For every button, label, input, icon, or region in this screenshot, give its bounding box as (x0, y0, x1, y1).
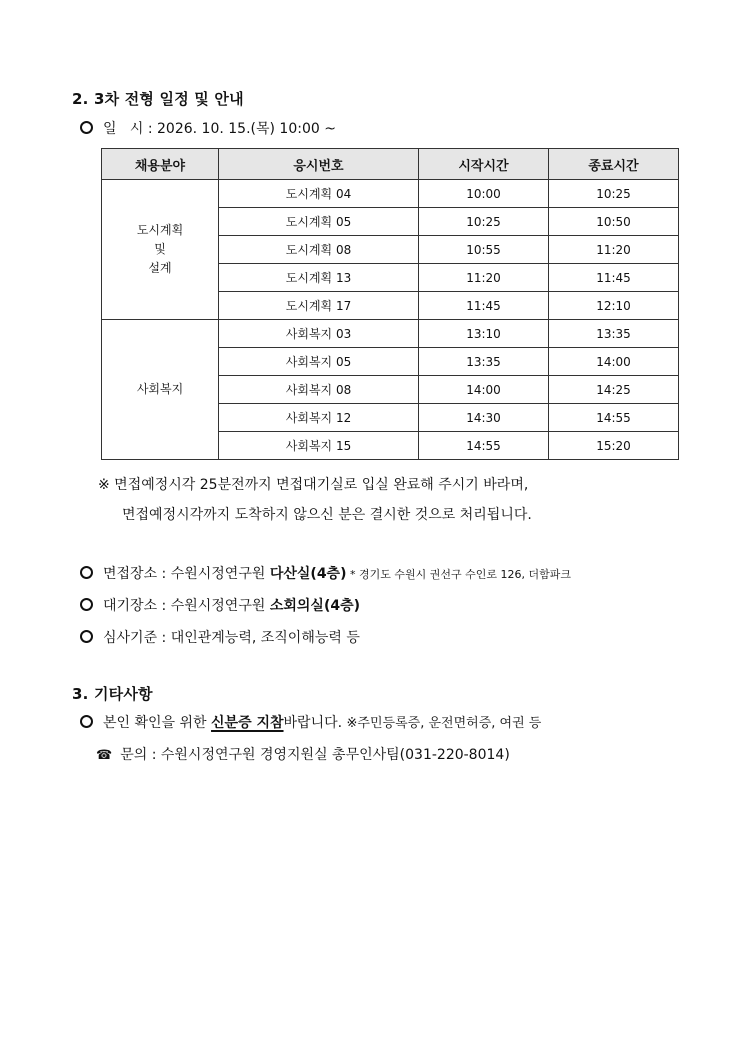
waiting-room: 소회의실(4층) (269, 598, 361, 614)
end-time-cell: 10:25 (549, 180, 679, 208)
start-time-cell: 10:25 (419, 208, 549, 236)
start-time-cell: 11:45 (419, 292, 549, 320)
start-time-cell: 13:10 (419, 320, 549, 348)
end-time-cell: 13:35 (549, 320, 679, 348)
criteria-text: 심사기준 : 대인관계능력, 조직이해능력 등 (103, 630, 360, 646)
note-line-2: 면접예정시각까지 도착하지 않으신 분은 결시한 것으로 처리됩니다. (122, 507, 532, 523)
applicant-number-cell: 도시계획 05 (219, 208, 419, 236)
end-time-cell: 10:50 (549, 208, 679, 236)
end-time-cell: 11:20 (549, 236, 679, 264)
venue-address: * 경기도 수원시 권선구 수인로 126, 더함파크 (346, 568, 571, 581)
venue-line (80, 563, 571, 583)
id-suffix: 바랍니다. (283, 715, 347, 731)
header-field: 채용분야 (102, 149, 219, 180)
section-3-heading: 3. 기타사항 (72, 685, 153, 703)
applicant-number-cell: 도시계획 04 (219, 180, 419, 208)
end-time-cell: 14:55 (549, 404, 679, 432)
start-time-cell: 14:55 (419, 432, 549, 460)
applicant-number-cell: 사회복지 03 (219, 320, 419, 348)
end-time-cell: 15:20 (549, 432, 679, 460)
start-time-cell: 14:30 (419, 404, 549, 432)
end-time-cell: 14:25 (549, 376, 679, 404)
header-end-time: 종료시간 (549, 149, 679, 180)
id-prefix: 본인 확인을 위한 (103, 715, 212, 731)
venue-label: 면접장소 : 수원시정연구원 (103, 566, 270, 582)
table-header-row (102, 149, 679, 180)
circle-bullet-icon (80, 121, 93, 134)
section-2-heading: 2. 3차 전형 일정 및 안내 (72, 90, 244, 108)
field-cell (102, 320, 219, 460)
note-line-1: ※ 면접예정시각 25분전까지 면접대기실로 입실 완료해 주시기 바라며, (98, 477, 529, 493)
field-label-line: 사회복지 (136, 382, 184, 396)
venue-room: 다산실(4층) (269, 566, 347, 582)
start-time-cell: 11:20 (419, 264, 549, 292)
table-row (102, 180, 679, 208)
table-body (102, 180, 679, 460)
contact-text: 문의 : 수원시정연구원 경영지원실 총무인사팀(031-220-8014) (120, 747, 510, 763)
circle-bullet-icon (80, 566, 93, 579)
applicant-number-cell: 도시계획 13 (219, 264, 419, 292)
field-label-line: 도시계획 (136, 223, 184, 237)
circle-bullet-icon (80, 598, 93, 611)
applicant-number-cell: 사회복지 12 (219, 404, 419, 432)
field-label-line: 및 (154, 242, 166, 256)
end-time-cell: 11:45 (549, 264, 679, 292)
circle-bullet-icon (80, 630, 93, 643)
applicant-number-cell: 사회복지 05 (219, 348, 419, 376)
interview-schedule-table (101, 148, 679, 460)
contact-line (96, 744, 510, 764)
circle-bullet-icon (80, 715, 93, 728)
waiting-line (80, 595, 360, 615)
start-time-cell: 10:00 (419, 180, 549, 208)
header-start-time: 시작시간 (419, 149, 549, 180)
schedule-line (80, 118, 336, 138)
start-time-cell: 10:55 (419, 236, 549, 264)
end-time-cell: 12:10 (549, 292, 679, 320)
applicant-number-cell: 도시계획 17 (219, 292, 419, 320)
start-time-cell: 13:35 (419, 348, 549, 376)
id-note: ※주민등록증, 운전면허증, 여권 등 (346, 716, 542, 731)
field-cell (102, 180, 219, 320)
start-time-cell: 14:00 (419, 376, 549, 404)
schedule-text: 일 시 : 2026. 10. 15.(목) 10:00 ~ (103, 121, 336, 137)
field-label-line: 설계 (148, 261, 172, 275)
header-applicant-number: 응시번호 (219, 149, 419, 180)
criteria-line (80, 627, 360, 647)
applicant-number-cell: 도시계획 08 (219, 236, 419, 264)
applicant-number-cell: 사회복지 15 (219, 432, 419, 460)
table-row (102, 320, 679, 348)
applicant-number-cell: 사회복지 08 (219, 376, 419, 404)
id-emphasis: 신분증 지참 (211, 715, 284, 731)
waiting-label: 대기장소 : 수원시정연구원 (103, 598, 270, 614)
phone-icon: ☎ (96, 748, 113, 763)
id-requirement-line (80, 712, 541, 732)
end-time-cell: 14:00 (549, 348, 679, 376)
